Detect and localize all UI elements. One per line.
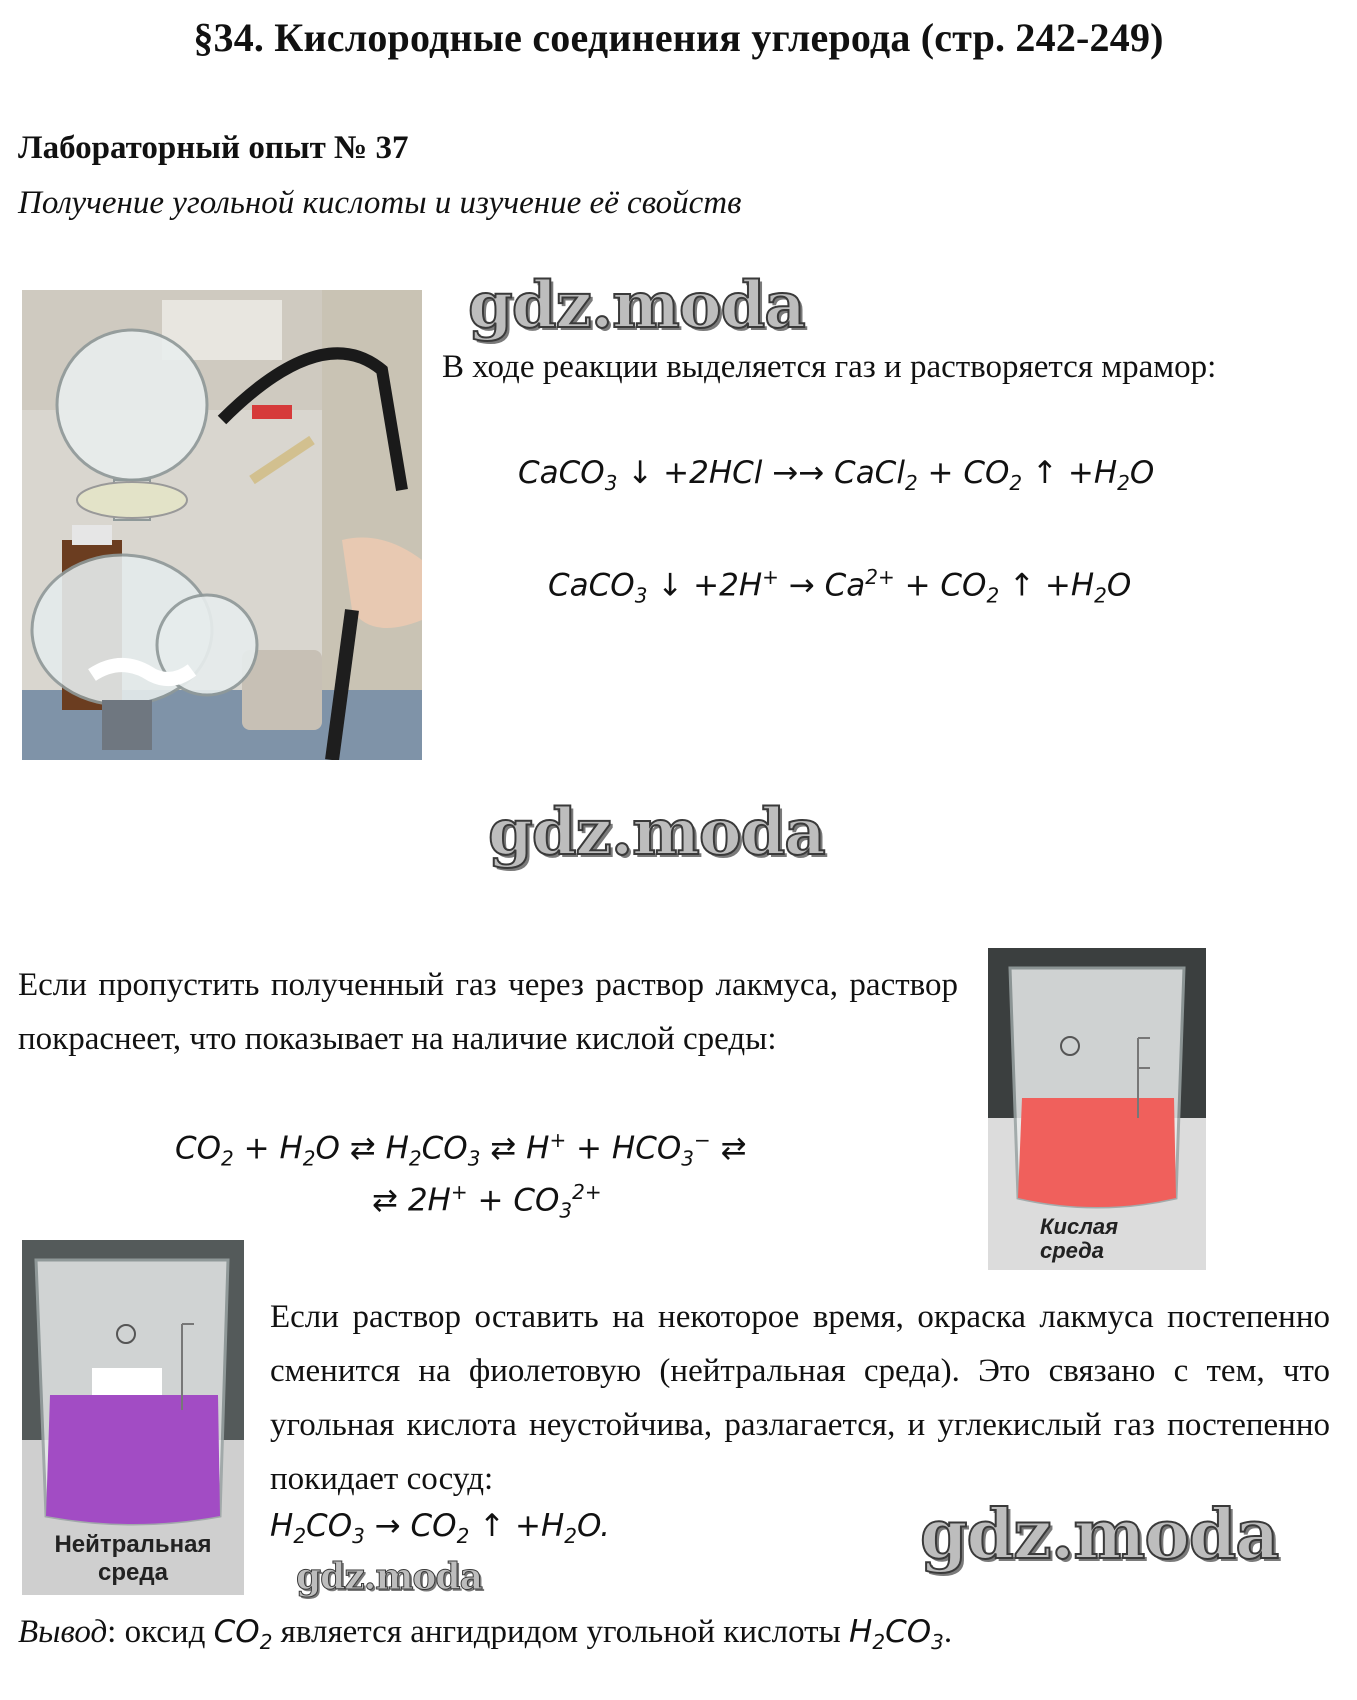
eq-sup: 2+ xyxy=(865,565,895,589)
eq-sub: 3 xyxy=(681,1146,694,1171)
eq-text: ↑ +H xyxy=(999,567,1095,604)
photo-label: Нейтральная xyxy=(54,1531,212,1558)
eq-sub: 2 xyxy=(1009,471,1023,496)
eq-text: ⇄ 2H xyxy=(372,1182,451,1219)
eq-sub: 2 xyxy=(302,1146,316,1171)
eq-text: O. xyxy=(577,1508,610,1544)
eq-text: ↑ +H xyxy=(1022,455,1118,491)
eq-sup: 2+ xyxy=(572,1180,602,1204)
watermark: gdz.moda xyxy=(920,1495,1279,1575)
eq-text: CaCO xyxy=(518,455,605,491)
eq-text: H xyxy=(270,1508,294,1544)
equation-carbonic-dissociation xyxy=(175,1128,747,1171)
eq-sub: 2 xyxy=(408,1146,422,1171)
litmus-description: Если пропустить полученный газ через раствор лакмуса, раствор покраснеет, что показывает на наличие кислой среды: xyxy=(18,967,958,1057)
conclusion-text: . xyxy=(943,1614,953,1650)
eq-sub: 2 xyxy=(904,471,918,496)
eq-sup: + xyxy=(450,1180,468,1204)
eq-text: CO xyxy=(306,1508,353,1544)
watermark: gdz.moda xyxy=(296,1556,482,1598)
eq-sup: − xyxy=(693,1128,711,1152)
eq-text: + H xyxy=(233,1130,303,1167)
equation-second-dissociation xyxy=(372,1180,602,1223)
page-title: §34. Кислородные соединения углерода (стр. 242-249) xyxy=(193,15,1164,60)
watermark: gdz.moda xyxy=(468,268,805,343)
acid-beaker-photo xyxy=(988,948,1206,1270)
decomposition-description: Если раствор оставить на некоторое время, окраска лакмуса постепенно сменится на фиолетовую (нейтральная среда). Это связано с тем, что угольная кислота неустойчива, разлагается, и углекислый газ постепенно покидает сосуд: xyxy=(270,1299,1330,1497)
eq-sub: 2 xyxy=(293,1524,307,1549)
eq-sub: 2 xyxy=(456,1524,470,1549)
photo-label: среда xyxy=(1040,1238,1105,1263)
eq-sub: 2 xyxy=(986,583,1000,608)
acid-solution xyxy=(1018,1098,1176,1207)
conclusion-label: Вывод xyxy=(18,1614,108,1650)
eq-text: CO xyxy=(885,1614,932,1650)
eq-text: + HCO xyxy=(566,1130,682,1167)
eq-text: ↓ +2HCl →→ CaCl xyxy=(617,455,905,491)
eq-text: ↑ +H xyxy=(469,1508,565,1544)
eq-sub: 2 xyxy=(564,1524,577,1549)
eq-sup: + xyxy=(762,565,779,589)
eq-text: O ⇄ H xyxy=(315,1130,409,1167)
eq-sub: 3 xyxy=(604,471,618,496)
eq-sub: 3 xyxy=(352,1524,365,1549)
watermark: gdz.moda xyxy=(488,795,825,870)
conclusion-text: : оксид xyxy=(107,1614,214,1650)
eq-text: → CO xyxy=(364,1508,457,1544)
eq-text: + CO xyxy=(917,455,1010,491)
equation-marble-hcl xyxy=(518,455,1154,495)
reaction-description: В ходе реакции выделяется газ и растворяется мрамор: xyxy=(442,349,1217,385)
lab-experiment-title: Лабораторный опыт № 37 xyxy=(18,130,409,166)
conclusion xyxy=(18,1614,952,1654)
conclusion-text: является ангидридом угольной кислоты xyxy=(272,1614,850,1650)
eq-sup: + xyxy=(549,1128,567,1152)
photo-label: Кислая xyxy=(1040,1214,1119,1239)
eq-sub: 3 xyxy=(467,1146,481,1171)
eq-text: ⇄ xyxy=(710,1130,747,1167)
eq-text: ↓ +2H xyxy=(647,567,763,604)
eq-text: ⇄ H xyxy=(480,1130,550,1167)
eq-sub: 2 xyxy=(221,1146,234,1171)
neutral-solution xyxy=(46,1395,220,1524)
kipp-apparatus-photo xyxy=(22,290,422,760)
eq-sub: 2 xyxy=(1117,471,1130,496)
eq-sub: 3 xyxy=(559,1198,573,1223)
eq-sub: 3 xyxy=(634,583,648,608)
photo-label: среда xyxy=(98,1559,168,1586)
eq-text: CO xyxy=(421,1130,468,1167)
equation-ionic xyxy=(548,565,1131,608)
equation-decomposition xyxy=(270,1508,610,1548)
eq-text: O xyxy=(1106,567,1132,604)
eq-text: + CO xyxy=(894,567,987,604)
eq-sub: 2 xyxy=(872,1630,886,1655)
eq-text: O xyxy=(1129,455,1155,491)
neutral-beaker-photo xyxy=(22,1240,244,1595)
eq-text: → Ca xyxy=(778,567,866,604)
eq-sub: 3 xyxy=(931,1630,944,1655)
lab-experiment-subtitle: Получение угольной кислоты и изучение её свойств xyxy=(18,185,742,221)
eq-text: CaCO xyxy=(548,567,635,604)
eq-sub: 2 xyxy=(259,1630,273,1655)
eq-text: CO xyxy=(175,1130,222,1167)
formula-co2 xyxy=(213,1614,273,1655)
eq-text: H xyxy=(849,1614,873,1650)
eq-text: CO xyxy=(213,1614,260,1650)
eq-sub: 2 xyxy=(1094,583,1107,608)
eq-text: + CO xyxy=(467,1182,560,1219)
formula-h2co3 xyxy=(849,1614,944,1655)
